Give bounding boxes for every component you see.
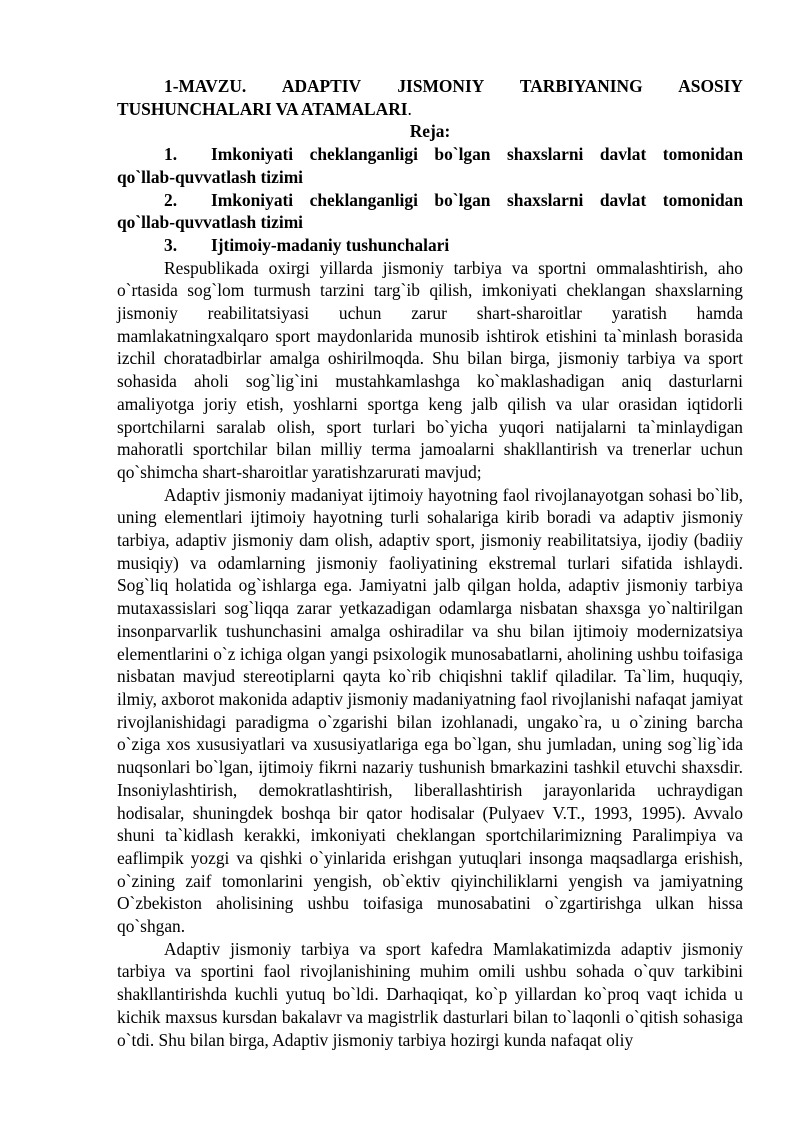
plan-item-number: 2. bbox=[164, 189, 178, 210]
body-paragraph-1: Respublikada oxirgi yillarda jismoniy tarbiya va sportni ommalashtirish, aho o`rtasida sog`lom turmush tarzini targ`ib qilish, imkoniyati cheklangan shaxslarning jismoniy reabilitatsiyasi uchun zarur shart-sharoitlar yaratish hamda mamlakatningxalqaro sport maydonlarida munosib ishtirok etishini ta`minlash borasida izchil choratadbirlar amalga oshirilmoqda. Shu bilan birga, jismoniy tarbiya va sport sohasida aholi sog`lig`ini mustahkamlashga ko`maklashadigan aniq dasturlarni amaliyotga joriy etish, yoshlarni sportga keng jalb qilish va ular orasidan iqtidorli sportchilarni saralab olish, sport turlari bo`yicha yuqori natijalarni ta`minlaydigan mahoratli sportchilar bilan milliy terma jamoalarni shakllantirish va trenerlar uchun qo`shimcha shart-sharoitlar yaratishzarurati mavjud; bbox=[117, 257, 743, 482]
plan-item-text: Imkoniyati cheklanganligi bo`lgan shaxslarni davlat tomonidan qo`llab-quvvatlash tizimi bbox=[117, 189, 743, 233]
document-page bbox=[117, 75, 743, 1051]
title-text: 1-MAVZU. ADAPTIV JISMONIY TARBIYANING ASOSIY TUSHUNCHALARI VA ATAMALARI bbox=[117, 76, 743, 119]
plan-item-text: Ijtimoiy-madaniy tushunchalari bbox=[211, 234, 450, 255]
plan-item-number: 1. bbox=[164, 144, 178, 165]
plan-item-3 bbox=[117, 234, 743, 257]
plan-item-2 bbox=[117, 189, 743, 234]
plan-heading: Reja: bbox=[409, 121, 451, 142]
document-title bbox=[117, 75, 743, 120]
body-paragraph-2: Adaptiv jismoniy madaniyat ijtimoiy hayotning faol rivojlanayotgan sohasi bo`lib, uning elementlari ijtimoiy hayotning turli sohalariga kirib boradi va adaptiv jismoniy tarbiya, adaptiv jismoniy dam olish, adaptiv sport, jismoniy reabilitatsiya, ijodiy (badiiy musiqiy) va odamlarning jismoniy faoliyatining ekstremal turlari sifatida ishlaydi. Sog`liq holatida og`ishlarga ega. Jamiyatni jalb qilgan holda, adaptiv jismoniy tarbiya mutaxassislari sog`liqqa zarar yetkazadigan odamlarga nisbatan shaxsga yo`naltirilgan insonparvarlik tushunchasini amalga oshiradilar va shu bilan ijtimoiy modernizatsiya elementlarini o`z ichiga olgan yangi psixologik munosabatlarni, aholining ushbu toifasiga nisbatan mavjud stereotiplarni qayta ko`rib chiqishni taklif qiladilar. Ta`lim, huquqiy, ilmiy, axborot makonida adaptiv jismoniy madaniyatning faol rivojlanishi nafaqat jamiyat rivojlanishidagi paradigma o`zgarishi bilan izohlanadi, ungako`ra, u o`zining barcha o`ziga xos xususiyatlari va xususiyatlariga ega bo`lgan, shu jumladan, uning sog`lig`ida nuqsonlari bo`lgan, ijtimoiy fikrni nazariy tushunish bmarkazini tashkil etuvchi shaxsdir. Insoniylashtirish, demokratlashtirish, liberallashtirish jarayonlarida uchraydigan hodisalar, shuningdek boshqa bir qator hodisalar (Pulyaev V.T., 1993, 1995). Avvalo shuni ta`kidlash kerakki, imkoniyati cheklangan sportchilarimizning Paralimpiya va eaflimpik yozgi va qishki o`yinlarida erishgan yutuqlari insonga maqsadlarga erishish, o`zining zaif tomonlarini yengish, ob`ektiv qiyinchiliklarni yengish va jamiyatning O`zbekiston aholisining ushbu toifasiga munosabatini o`zgartirishga ulkan hissa qo`shgan. bbox=[117, 484, 743, 937]
plan-item-text: Imkoniyati cheklanganligi bo`lgan shaxslarni davlat tomonidan qo`llab-quvvatlash tizimi bbox=[117, 144, 743, 187]
plan-item-1 bbox=[117, 143, 743, 188]
body-paragraph-3: Adaptiv jismoniy tarbiya va sport kafedra Mamlakatimizda adaptiv jismoniy tarbiya va sportini faol rivojlanishining muhim omili ushbu sohada o`quv tarkibini shakllantirishda kuchli yutuq bo`ldi. Darhaqiqat, ko`p yillardan ko`proq vaqt ichida u kichik maxsus kursdan bakalavr va magistrlik dasturlari bilan to`laqonli o`qitish sohasiga o`tdi. Shu bilan birga, Adaptiv jismoniy tarbiya hozirgi kunda nafaqat oliy bbox=[117, 938, 743, 1050]
title-period: . bbox=[407, 98, 412, 119]
plan-item-number: 3. bbox=[164, 234, 178, 255]
